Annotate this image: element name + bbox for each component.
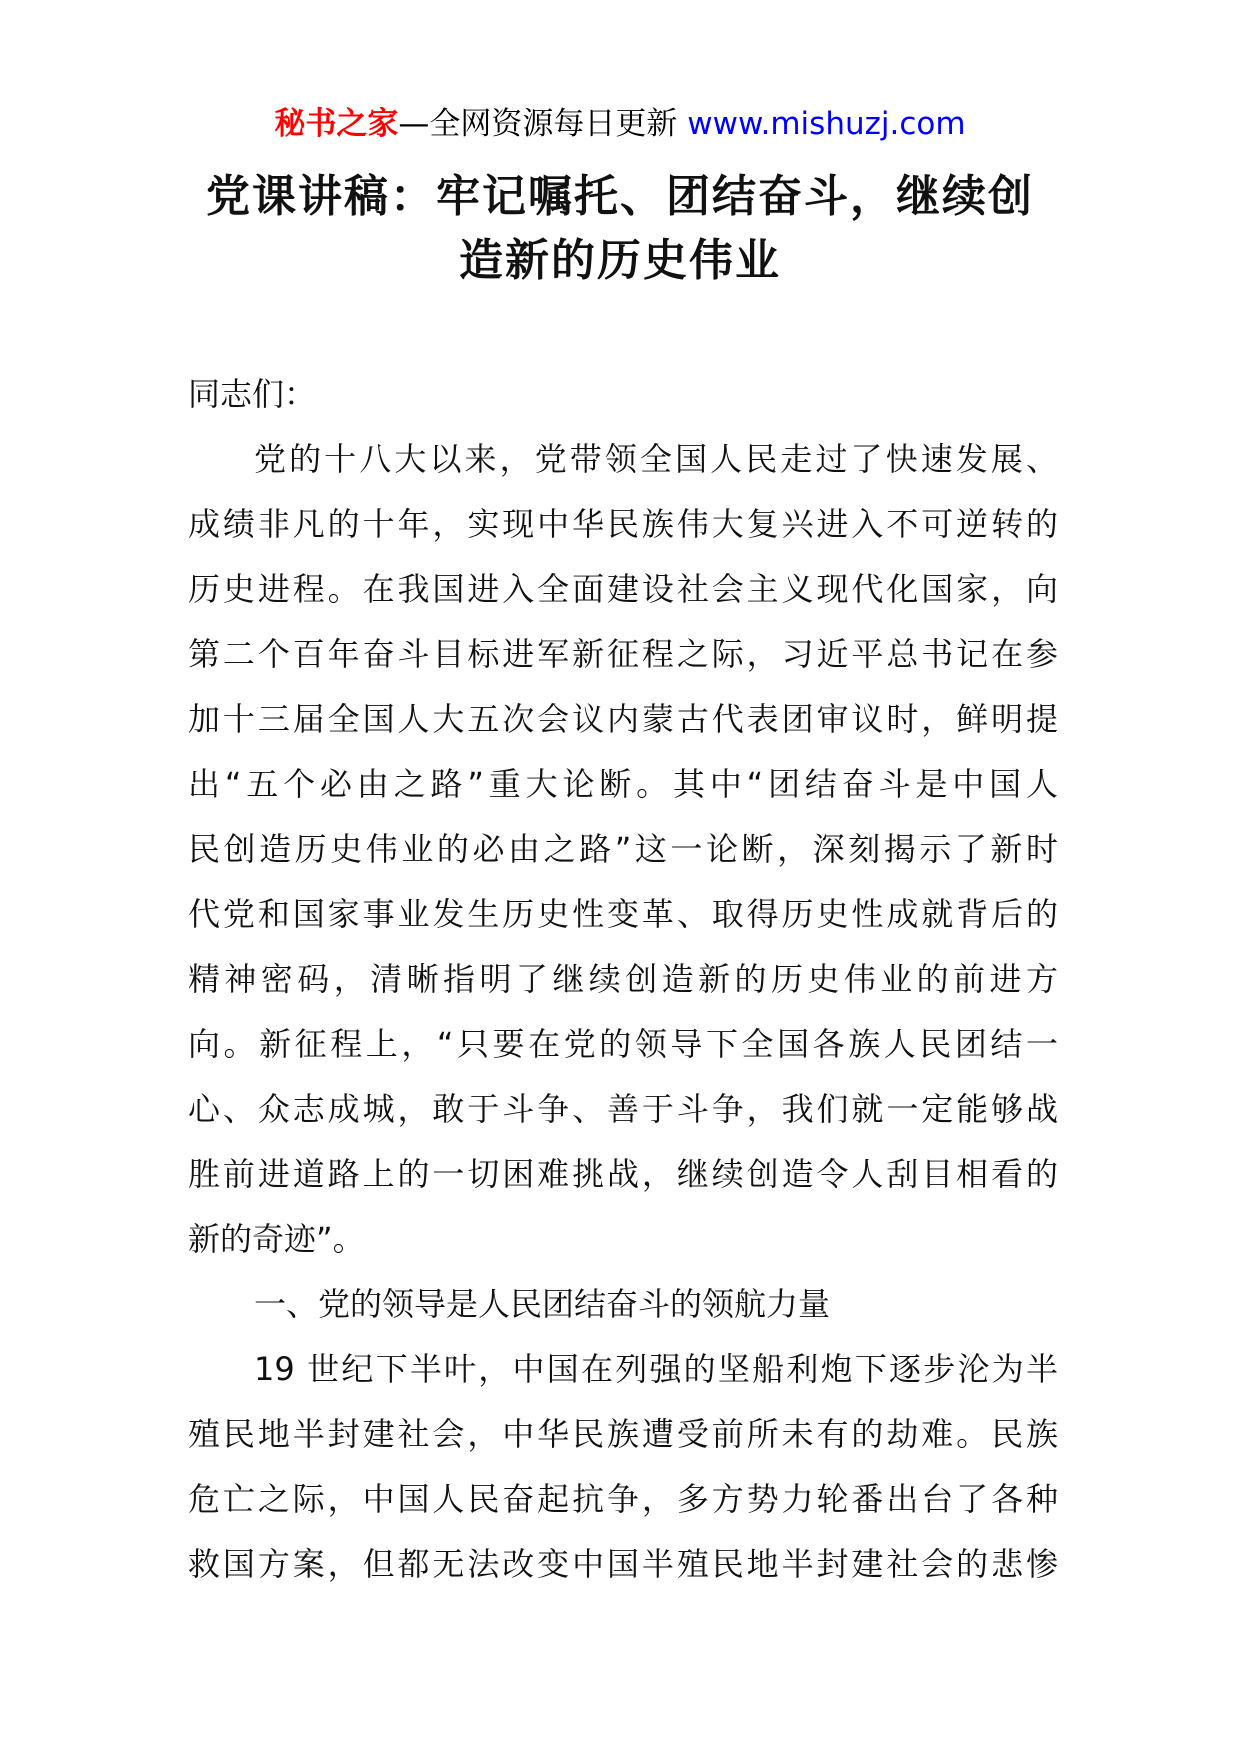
paragraph-line: 党的十八大以来，党带领全国人民走过了快速发展、 — [254, 440, 1058, 478]
paragraph-line: 民创造历史伟业的必由之路”这一论断，深刻揭示了新时 — [188, 830, 1058, 868]
paragraph-line: 殖民地半封建社会，中华民族遭受前所未有的劫难。民族 — [188, 1415, 1058, 1453]
site-url-link[interactable]: www.mishuzj.com — [687, 106, 966, 142]
paragraph-1 — [188, 427, 1058, 1272]
document-title — [180, 165, 1060, 293]
document-body — [188, 362, 1058, 1597]
paragraph-line: 救国方案，但都无法改变中国半殖民地半封建社会的悲惨 — [188, 1545, 1058, 1583]
paragraph-line: 新的奇迹”。 — [188, 1220, 365, 1258]
paragraph-line: 加十三届全国人大五次会议内蒙古代表团审议时，鲜明提 — [188, 700, 1058, 738]
paragraph-line: 19 世纪下半叶，中国在列强的坚船利炮下逐步沦为半 — [254, 1350, 1058, 1388]
paragraph-line: 第二个百年奋斗目标进军新征程之际，习近平总书记在参 — [188, 635, 1058, 673]
paragraph-line: 成绩非凡的十年，实现中华民族伟大复兴进入不可逆转的 — [188, 505, 1058, 543]
paragraph-line: 向。新征程上，“只要在党的领导下全国各族人民团结一 — [188, 1025, 1058, 1063]
paragraph-line: 胜前进道路上的一切困难挑战，继续创造令人刮目相看的 — [188, 1155, 1058, 1193]
paragraph-line: 危亡之际，中国人民奋起抗争，多方势力轮番出台了各种 — [188, 1480, 1058, 1518]
paragraph-line: 心、众志成城，敢于斗争、善于斗争，我们就一定能够战 — [188, 1090, 1058, 1128]
site-header — [0, 104, 1240, 144]
header-slogan: —全网资源每日更新 — [398, 106, 678, 142]
paragraph-2 — [188, 1337, 1058, 1597]
brand-name: 秘书之家 — [274, 106, 399, 142]
title-line-1: 党课讲稿：牢记嘱托、团结奋斗，继续创 — [206, 171, 1034, 222]
paragraph-line: 精神密码，清晰指明了继续创造新的历史伟业的前进方 — [188, 960, 1058, 998]
section-1-heading: 一、党的领导是人民团结奋斗的领航力量 — [254, 1285, 831, 1323]
salutation: 同志们： — [188, 375, 317, 413]
paragraph-line: 出“五个必由之路”重大论断。其中“团结奋斗是中国人 — [188, 765, 1058, 803]
paragraph-line: 历史进程。在我国进入全面建设社会主义现代化国家，向 — [188, 570, 1058, 608]
paragraph-line: 代党和国家事业发生历史性变革、取得历史性成就背后的 — [188, 895, 1058, 933]
title-line-2: 造新的历史伟业 — [459, 235, 781, 286]
